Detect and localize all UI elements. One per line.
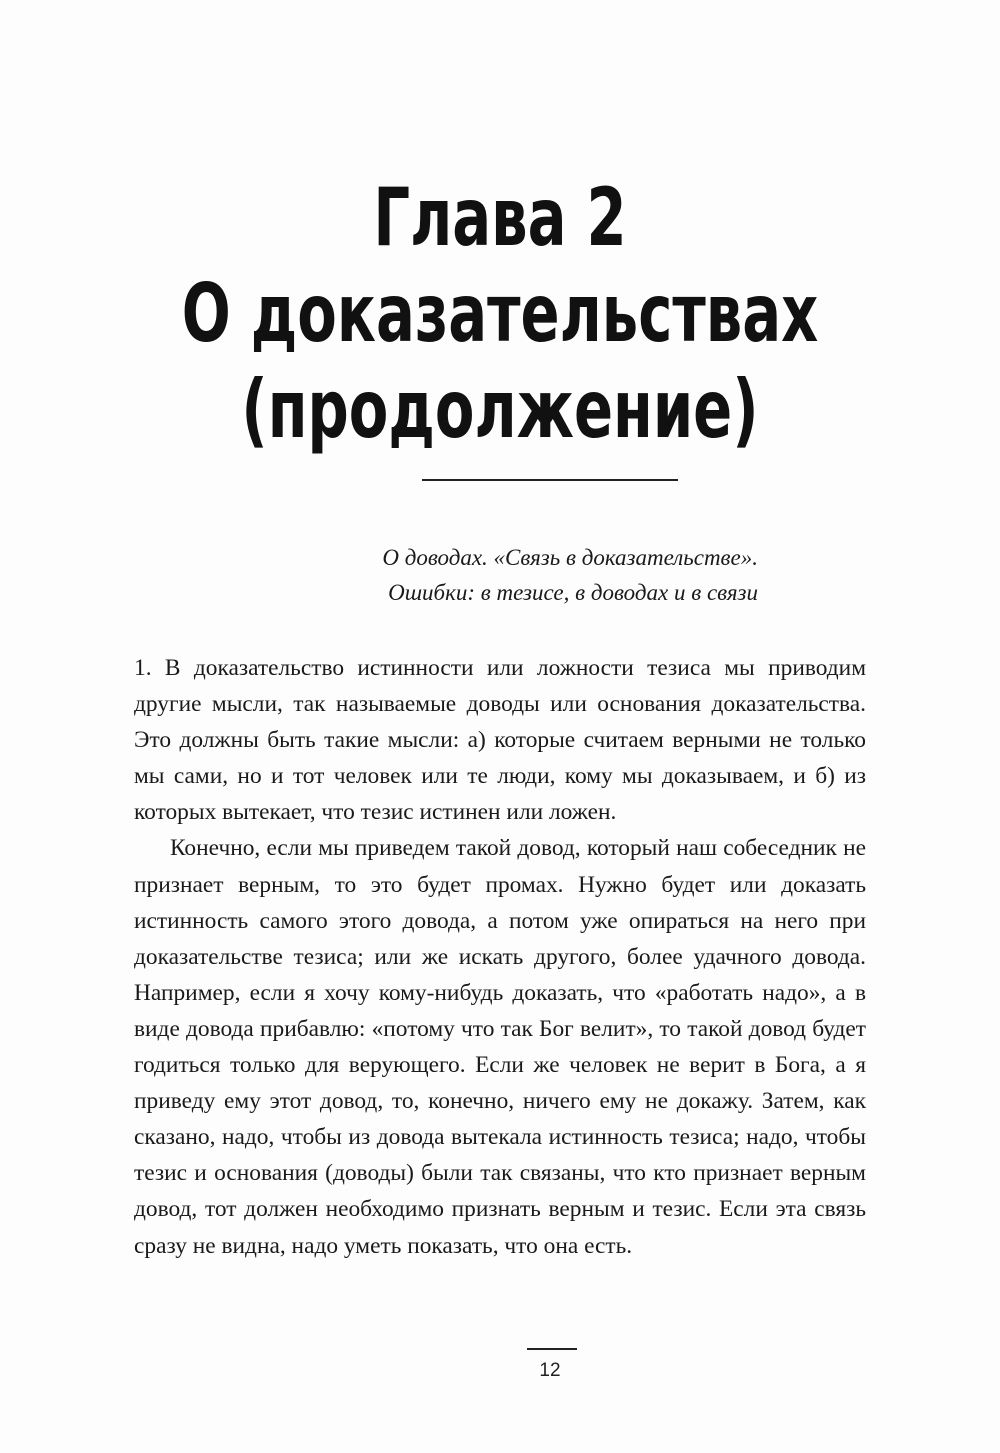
body-text (134, 650, 866, 1264)
chapter-title: О доказательствах (181, 267, 819, 360)
chapter-epigraph (258, 540, 758, 610)
chapter-number: Глава 2 (373, 171, 627, 264)
page-number: 12 (539, 1360, 561, 1381)
epigraph-line-2: Ошибки: в тезисе, в доводах и в связи (388, 580, 758, 605)
footer-divider (527, 1348, 577, 1350)
paragraph-1: 1. В доказательство истинности или ложности тезиса мы приводим другие мысли, так называемые доводы или основания доказательства. Это должны быть такие мысли: а) которые считаем верными не только мы сами, но и тот человек или те люди, кому мы доказываем, и б) из которых вытекает, что тезис истинен или ложен. (134, 655, 866, 826)
paragraph-2: Конечно, если мы приведем такой довод, который наш собеседник не признает верным, то это будет промах. Нужно будет или доказать истинность самого этого довода, а потом уже опираться на него при доказательстве тезиса; или же искать другого, более удачного довода. Например, если я хочу кому-нибудь доказать, что «работать надо», а в виде довода прибавлю: «потому что так Бог велит», то такой довод будет годиться только для верующего. Если же человек не верит в Бога, а я приведу ему этот довод, то, конечно, ничего ему не докажу. Затем, как сказано, надо, чтобы из довода вытекала истинность тезиса; надо, чтобы тезис и основания (доводы) были так связаны, что кто признает верным довод, тот должен необходимо признать верным и тезис. Если эта связь сразу не видна, надо уметь показать, что она есть. (134, 835, 866, 1259)
chapter-subtitle: (продолжение) (241, 363, 759, 456)
epigraph-line-1: О доводах. «Связь в доказательстве». (382, 545, 758, 570)
title-divider (422, 479, 678, 481)
chapter-heading (140, 170, 860, 458)
